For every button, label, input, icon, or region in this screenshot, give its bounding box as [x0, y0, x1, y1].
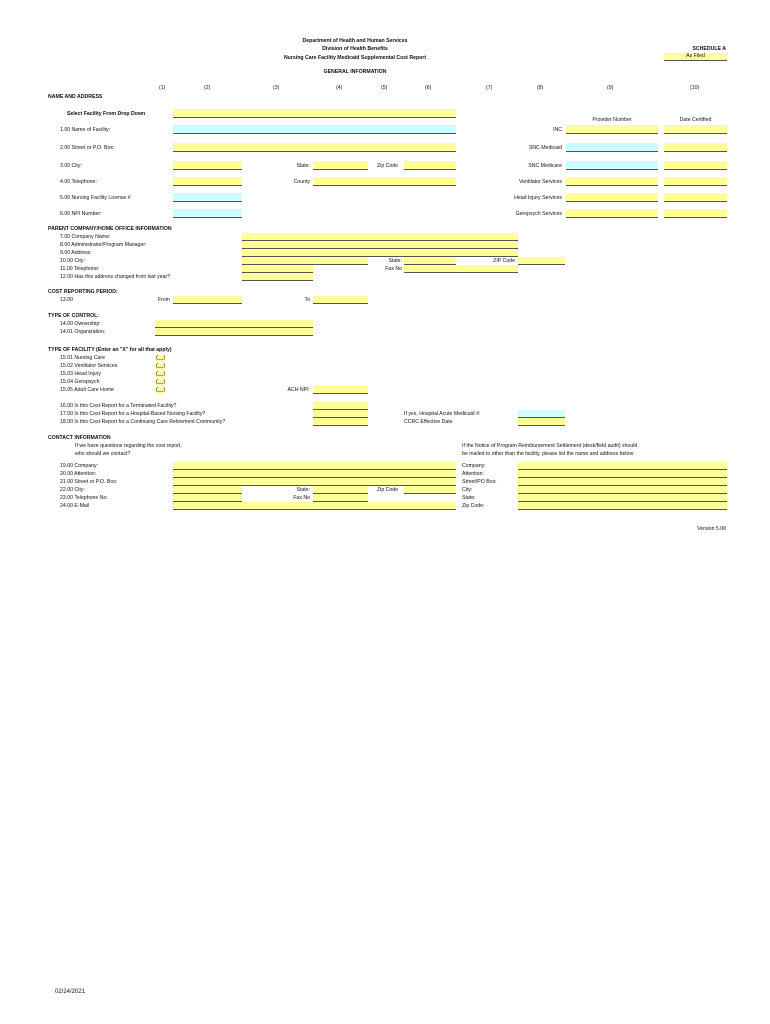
footer-date: 02/24/2021: [55, 989, 86, 995]
license-label: 5.00 Nursing Facility License #: [60, 195, 131, 201]
header-report-title: Nursing Care Facility Medicaid Supplemental Cost Report: [283, 55, 427, 61]
contact-email-field[interactable]: [173, 502, 456, 510]
street-field[interactable]: [173, 143, 456, 152]
facility-type-label: 15.04 Geropsych: [60, 379, 100, 385]
col-10: (10): [690, 85, 700, 91]
to-label: To: [304, 297, 310, 303]
as-filed-field[interactable]: [664, 53, 727, 61]
geropsych-provider-field[interactable]: [566, 209, 658, 218]
ventilator-services-label: Ventilator Services: [519, 179, 562, 185]
inc-date-certified-field[interactable]: [664, 125, 727, 134]
section-title: GENERAL INFORMATION: [323, 69, 387, 75]
snc-medicare-provider-field[interactable]: [566, 161, 658, 170]
version-label: Version 5.00: [697, 526, 726, 532]
contact-telephone-label: 23.00 Telephone No:: [60, 495, 108, 501]
notice-city-field[interactable]: [518, 486, 727, 494]
contact-fax-label: Fax No: [293, 495, 310, 501]
terminated-facility-label: 16.00 Is this Cost Report for a Terminated Facility?: [60, 403, 177, 409]
inc-label: INC: [553, 127, 562, 133]
notice-zip-label: Zip Code:: [462, 503, 485, 509]
parent-telephone-label: 11.00 Telephone:: [60, 266, 100, 272]
address-changed-field[interactable]: [242, 273, 313, 281]
contact-street-label: 21.00 Street or P.O. Box:: [60, 479, 118, 485]
geropsych-date-field[interactable]: [664, 209, 727, 218]
county-label: County: [293, 179, 310, 185]
inc-provider-number-field[interactable]: [566, 125, 658, 134]
ach-npi-field[interactable]: [313, 386, 368, 394]
facility-type-checkbox[interactable]: (__): [156, 371, 166, 377]
header-department: Department of Health and Human Services: [302, 38, 408, 44]
from-label: From: [157, 297, 170, 303]
parent-state-label: State:: [388, 258, 402, 264]
parent-city-field[interactable]: [242, 257, 368, 265]
hospital-acute-label: If yes, Hospital Acute Medicaid #:: [404, 411, 481, 417]
parent-zip-label: ZIP Code: [493, 258, 515, 264]
city-label: 3.00 City:: [60, 163, 82, 169]
contact-attention-label: 20.00 Attention:: [60, 471, 97, 477]
header-division: Division of Health Benefits: [322, 46, 388, 52]
facility-name-field[interactable]: [173, 125, 456, 134]
col-3: (3): [273, 85, 280, 91]
state-field[interactable]: [313, 161, 368, 170]
ccrc-date-label: CCRC Effective Date: [404, 419, 453, 425]
parent-state-field[interactable]: [404, 257, 456, 265]
parent-fax-field[interactable]: [404, 265, 518, 273]
ownership-field[interactable]: [155, 320, 313, 328]
provider-number-header: Provider Number: [592, 117, 632, 123]
ccrc-field[interactable]: [313, 418, 368, 426]
contact-email-label: 24.00 E-Mail: [60, 503, 90, 509]
snc-medicare-label: SNC Medicare: [528, 163, 562, 169]
contact-zip-label: Zip Code: [377, 487, 399, 493]
contact-state-label: State:: [296, 487, 310, 493]
parent-zip-field[interactable]: [518, 257, 565, 265]
geropsych-services-label: Geropsych Services: [515, 211, 562, 217]
contact-heading: CONTACT INFORMATION: [48, 435, 111, 441]
administrator-field[interactable]: [242, 241, 518, 249]
parent-company-heading: PARENT COMPANY/HOME OFFICE INFORMATION: [48, 226, 172, 232]
contact-company-field[interactable]: [173, 462, 456, 470]
type-of-control-heading: TYPE OF CONTROL:: [48, 313, 100, 319]
facility-type-label: 15.05 Adult Care Home: [60, 387, 114, 393]
contact-zip-field[interactable]: [404, 486, 456, 494]
notice-state-field[interactable]: [518, 494, 727, 502]
administrator-label: 8.00 Administrator/Program Manager:: [60, 242, 147, 248]
company-name-label: 7.00 Company Name:: [60, 234, 111, 240]
terminated-facility-field[interactable]: [313, 402, 368, 410]
ventilator-provider-field[interactable]: [566, 177, 658, 186]
snc-medicaid-date-field[interactable]: [664, 143, 727, 152]
parent-address-label: 9.00 Address:: [60, 250, 92, 256]
period-from-field[interactable]: [173, 296, 242, 304]
contact-note-line2: who should we contact?: [75, 451, 131, 457]
license-field[interactable]: [173, 193, 242, 202]
col-6: (6): [425, 85, 432, 91]
head-injury-date-field[interactable]: [664, 193, 727, 202]
city-field[interactable]: [173, 161, 242, 170]
hospital-based-label: 17.00 Is this Cost Report for a Hospital-Based Nursing Facility?: [60, 411, 206, 417]
ccrc-label: 18.00 Is this Cost Report for a Continuing Care Retirement Community?: [60, 419, 226, 425]
ach-npi-label: ACH NPI:: [287, 387, 310, 393]
as-filed-label: As Filed: [686, 53, 705, 59]
contact-fax-field[interactable]: [313, 494, 368, 502]
col-4: (4): [336, 85, 343, 91]
type-of-facility-heading: TYPE OF FACILITY (Enter an "X" for all that apply): [48, 347, 172, 353]
notice-attention-field[interactable]: [518, 470, 727, 478]
head-injury-services-label: Head Injury Services: [514, 195, 562, 201]
ownership-label: 14.00 Ownership:: [60, 321, 101, 327]
npi-label: 6.00 NPI Number:: [60, 211, 102, 217]
parent-city-label: 10.00 City:: [60, 258, 85, 264]
organization-field[interactable]: [155, 328, 313, 336]
contact-note-line1: If we have questions regarding the cost report,: [75, 443, 182, 449]
contact-city-field[interactable]: [173, 486, 242, 494]
notice-line2: be mailed to other than the facility, please list the name and address below:: [462, 451, 635, 457]
select-facility-label: Select Facility From Drop Down: [67, 111, 146, 117]
parent-fax-label: Fax No: [385, 266, 402, 272]
col-1: (1): [159, 85, 166, 91]
cost-reporting-heading: COST REPORTING PERIOD:: [48, 289, 118, 295]
telephone-field[interactable]: [173, 177, 242, 186]
period-to-field[interactable]: [313, 296, 368, 304]
parent-telephone-field[interactable]: [242, 265, 313, 273]
snc-medicare-date-field[interactable]: [664, 161, 727, 170]
contact-city-label: 22.00 City:: [60, 487, 85, 493]
organization-label: 14.01 Organization:: [60, 329, 106, 335]
col-5: (5): [381, 85, 388, 91]
col-7: (7): [486, 85, 493, 91]
parent-address-field[interactable]: [242, 249, 518, 257]
address-changed-label: 12.00 Has this address changed from last year?: [60, 274, 171, 280]
col-2: (2): [204, 85, 211, 91]
street-label: 2.00 Street or P.O. Box:: [60, 145, 115, 151]
notice-zip-field[interactable]: [518, 502, 727, 510]
col-8: (8): [537, 85, 544, 91]
facility-type-label: 15.01 Nursing Care: [60, 355, 105, 361]
facility-type-label: 15.03 Head Injury: [60, 371, 101, 377]
company-name-field[interactable]: [242, 233, 518, 241]
facility-type-label: 15.02 Ventilator Services: [60, 363, 118, 369]
contact-telephone-field[interactable]: [173, 494, 242, 502]
contact-state-field[interactable]: [313, 486, 368, 494]
head-injury-provider-field[interactable]: [566, 193, 658, 202]
facility-type-checkbox[interactable]: (__): [156, 363, 166, 369]
contact-attention-field[interactable]: [173, 470, 456, 478]
select-facility-dropdown[interactable]: [173, 109, 456, 118]
county-field[interactable]: [313, 177, 456, 186]
snc-medicaid-label: SNC Medicaid: [528, 145, 562, 151]
schedule-label: SCHEDULE A: [692, 46, 726, 52]
snc-medicaid-provider-field[interactable]: [566, 143, 658, 152]
zip-code-field[interactable]: [404, 161, 456, 170]
hospital-based-field[interactable]: [313, 410, 368, 418]
date-certified-header: Date Certified: [679, 117, 712, 123]
notice-company-field[interactable]: [518, 462, 727, 470]
contact-street-field[interactable]: [173, 478, 456, 486]
name-address-heading: NAME AND ADDRESS: [48, 94, 103, 100]
facility-name-label: 1.00 Name of Facility:: [60, 127, 111, 133]
ventilator-date-field[interactable]: [664, 177, 727, 186]
notice-company-label: Company:: [462, 463, 486, 469]
notice-line1: If the Notice of Program Reimbursement Settlement (desk/field audit) should: [462, 443, 638, 449]
notice-street-label: Street/PO Box:: [462, 479, 497, 485]
col-9: (9): [607, 85, 614, 91]
ccrc-date-field[interactable]: [518, 418, 565, 426]
notice-city-label: City:: [462, 487, 473, 493]
telephone-label: 4.00 Telephone:: [60, 179, 97, 185]
contact-company-label: 19.00 Company:: [60, 463, 99, 469]
npi-field[interactable]: [173, 209, 242, 218]
facility-type-checkbox[interactable]: (__): [156, 387, 166, 393]
hospital-acute-field[interactable]: [518, 410, 565, 418]
notice-street-field[interactable]: [518, 478, 727, 486]
state-label: State:: [296, 163, 310, 169]
notice-attention-label: Attention:: [462, 471, 484, 477]
facility-type-checkbox[interactable]: (__): [156, 355, 166, 361]
facility-type-checkbox[interactable]: (__): [156, 379, 166, 385]
reporting-line-label: 13.00: [60, 297, 73, 303]
zip-code-label: Zip Code: [377, 163, 399, 169]
notice-state-label: State:: [462, 495, 476, 501]
